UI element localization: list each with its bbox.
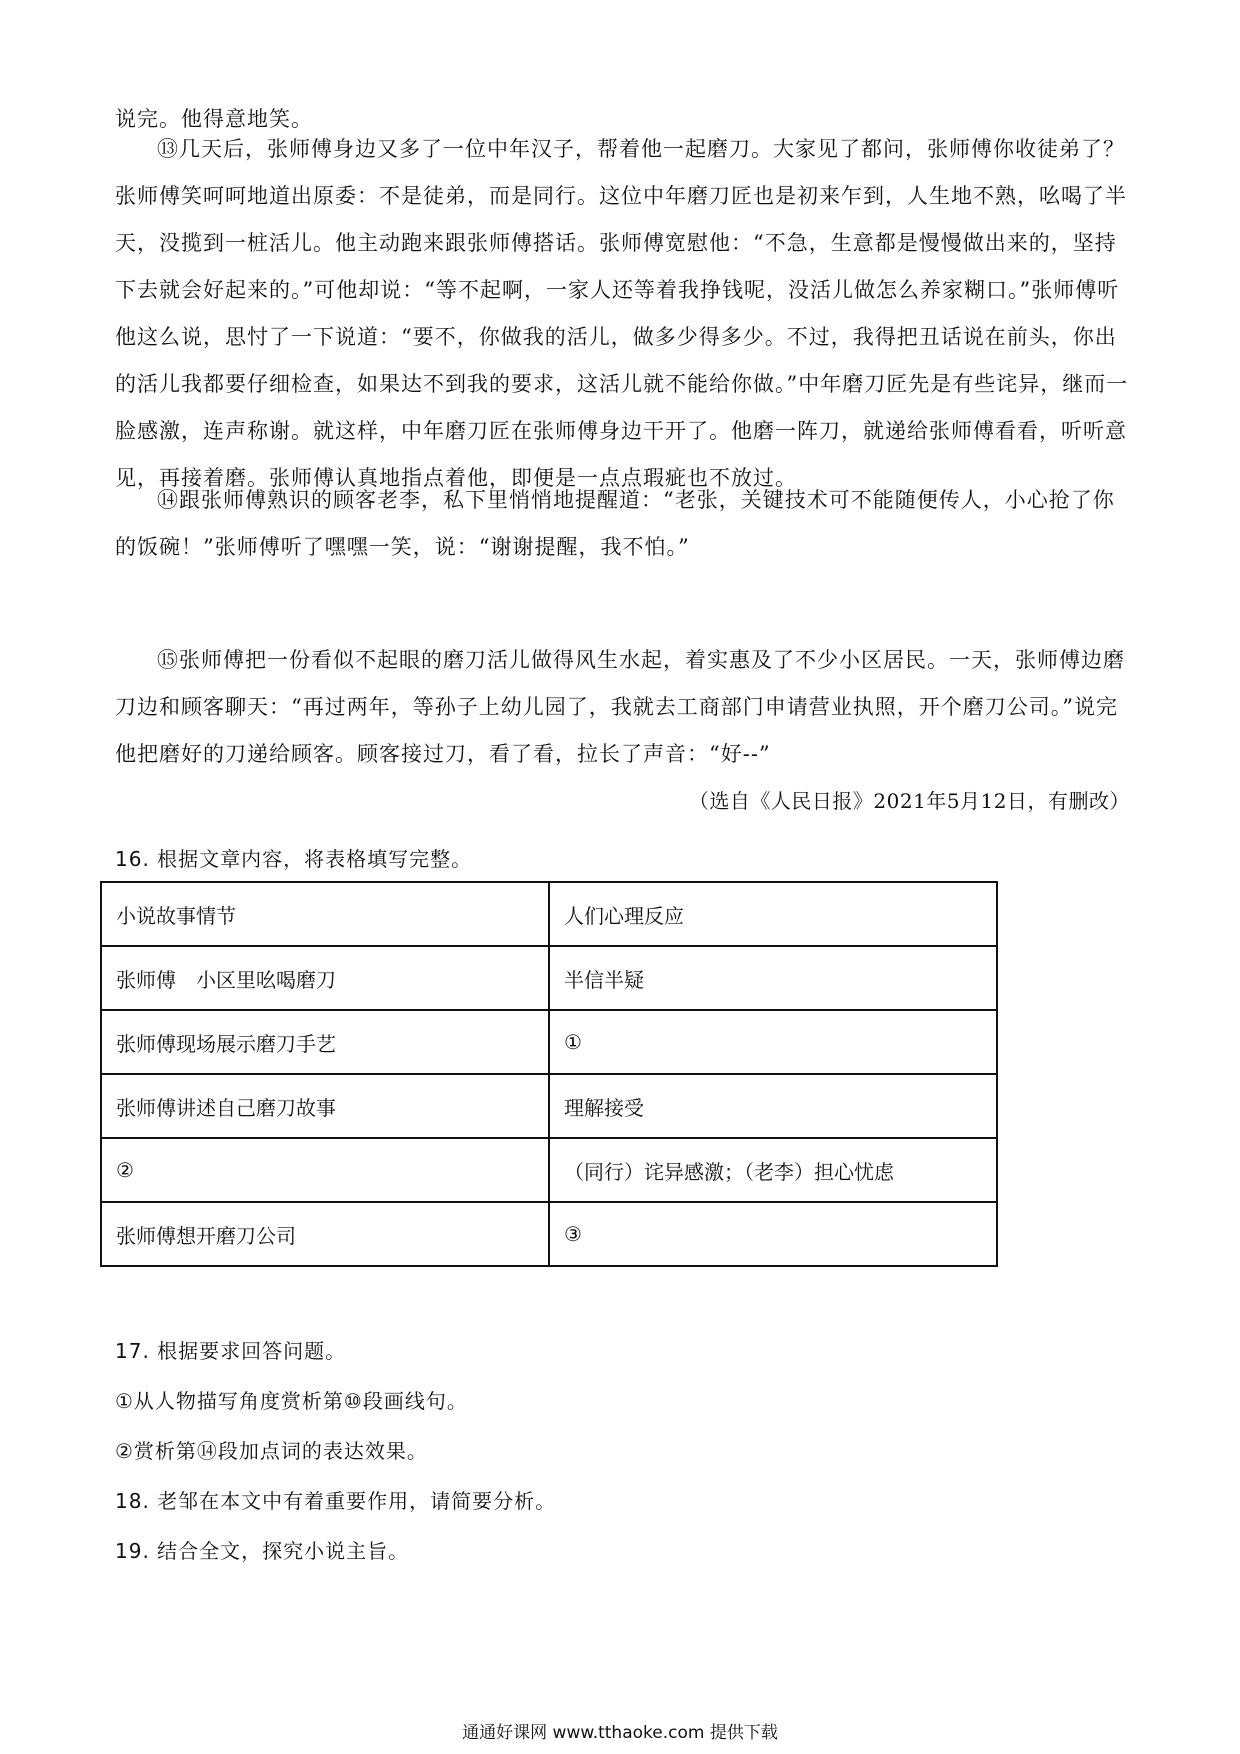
question-19-prompt: 19. 结合全文，探究小说主旨。 — [115, 1539, 410, 1563]
reaction-cell: ③ — [549, 1202, 997, 1266]
table-row — [101, 1202, 997, 1266]
plot-reaction-table — [100, 881, 998, 1267]
reaction-cell: 半信半疑 — [549, 946, 997, 1010]
source-citation: （选自《人民日报》2021年5月12日，有删改） — [688, 789, 1130, 813]
question-17-sub1: ①从人物描写角度赏析第⑩段画线句。 — [115, 1389, 468, 1413]
page-footer: 通通好课网 www.tthaoke.com 提供下载 — [462, 1723, 778, 1743]
question-17-prompt: 17. 根据要求回答问题。 — [115, 1339, 347, 1363]
reaction-cell: 人们心理反应 — [549, 882, 997, 946]
reaction-cell: （同行）诧异感激；（老李）担心忧虑 — [549, 1138, 997, 1202]
table-row — [101, 946, 997, 1010]
plot-cell: 张师傅 小区里吆喝磨刀 — [101, 946, 549, 1010]
paragraph-14: ⑭跟张师傅熟识的顾客老李，私下里悄悄地提醒道：“老张，关键技术可不能随便传人，小心抢了你的饭碗！”张师傅听了嘿嘿一笑，说：“谢谢提醒，我不怕。” — [115, 488, 1115, 559]
plot-cell: 张师傅想开磨刀公司 — [101, 1202, 549, 1266]
paragraph-15: ⑮张师傅把一份看似不起眼的磨刀活儿做得风生水起，着实惠及了不少小区居民。一天，张师傅边磨刀边和顾客聊天：“再过两年，等孙子上幼儿园了，我就去工商部门申请营业执照，开个磨刀公司。”说完他把磨好的刀递给顾客。顾客接过刀，看了看，拉长了声音：“好--” — [115, 648, 1125, 766]
table-row — [101, 1138, 997, 1202]
reaction-cell: ① — [549, 1010, 997, 1074]
plot-cell: ② — [101, 1138, 549, 1202]
passage-line-top: 说完。他得意地笑。 — [115, 107, 313, 131]
table-header-row — [101, 882, 997, 946]
table-row — [101, 1010, 997, 1074]
table-body — [101, 882, 997, 1266]
plot-cell: 张师傅讲述自己磨刀故事 — [101, 1074, 549, 1138]
question-17-sub2: ②赏析第⑭段加点词的表达效果。 — [115, 1439, 428, 1463]
question-18-prompt: 18. 老邹在本文中有着重要作用，请简要分析。 — [115, 1489, 557, 1513]
question-16-prompt: 16. 根据文章内容，将表格填写完整。 — [115, 847, 473, 871]
paragraph-13: ⑬几天后，张师傅身边又多了一位中年汉子，帮着他一起磨刀。大家见了都问，张师傅你收徒弟了？张师傅笑呵呵地道出原委：不是徒弟，而是同行。这位中年磨刀匠也是初来乍到，人生地不熟，吆喝了半天，没揽到一桩活儿。他主动跑来跟张师傅搭话。张师傅宽慰他：“不急，生意都是慢慢做出来的，坚持下去就会好起来的。”可他却说：“等不起啊，一家人还等着我挣钱呢，没活儿做怎么养家糊口。”张师傅听他这么说，思忖了一下说道：“要不，你做我的活儿，做多少得多少。不过，我得把丑话说在前头，你出的活儿我都要仔细检查，如果达不到我的要求，这活儿就不能给你做。”中年磨刀匠先是有些诧异，继而一脸感激，连声称谢。就这样，中年磨刀匠在张师傅身边干开了。他磨一阵刀，就递给张师傅看看，听听意见，再接着磨。张师傅认真地指点着他，即便是一点点瑕疵也不放过。 — [115, 137, 1129, 490]
table-row — [101, 1074, 997, 1138]
reaction-cell: 理解接受 — [549, 1074, 997, 1138]
plot-cell: 张师傅现场展示磨刀手艺 — [101, 1010, 549, 1074]
plot-cell: 小说故事情节 — [101, 882, 549, 946]
